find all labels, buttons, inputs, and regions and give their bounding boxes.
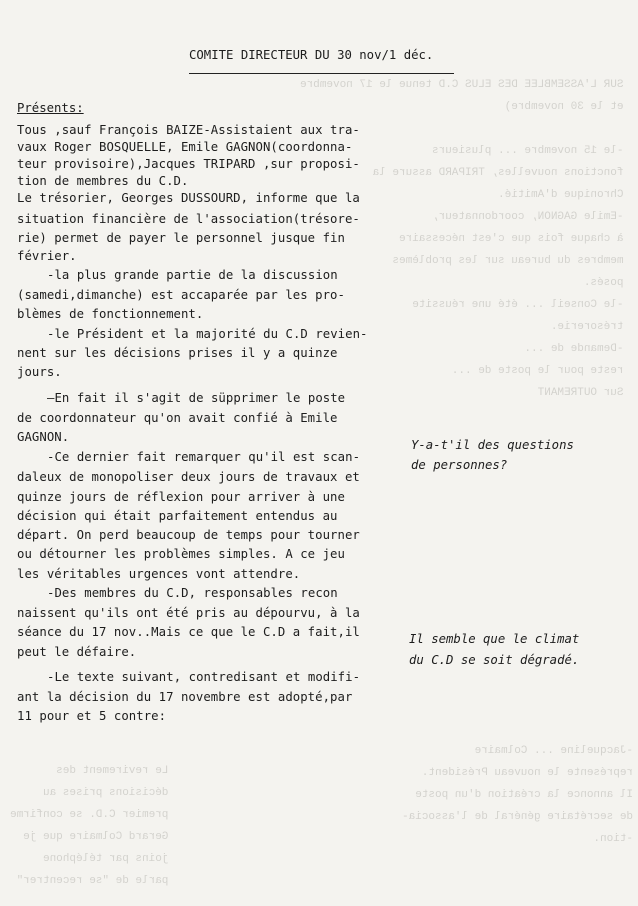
- body-line: rie) permet de payer le personnel jusque fin: [17, 231, 345, 245]
- bleed-through-top: SUR L'ASSEMBLEE DES ELUS C.D tenue le 17 novembre et le 30 novembre) -le 15 novembre ... plusieurs fonctions nouvelles, TRIPARD assure la Chronique d'Amitié. -Emile GAGNON, coordonnateur, à chaque fois que c'est nécessaire membres du bureau sur les problèmes posés. -le Conseil ... été une réussite trésorerie. -Demande de ... reste pour le poste de ... Sur OUTREMANT: [300, 79, 624, 399]
- body-line: nent sur les décisions prises il y a quinze: [17, 346, 338, 360]
- bleed-through-right: -Jacqueline ... Colmaire représente le nouveau Président. Il annonce la création d'un poste de secrétaire général de l'associa- -tion.: [402, 745, 634, 845]
- margin-note: du C.D se soit dégradé.: [409, 653, 580, 667]
- body-line: -Des membres du C.D, responsables recon: [47, 586, 338, 600]
- body-line: quinze jours de réflexion pour arriver à une: [17, 490, 345, 504]
- margin-note: de personnes?: [411, 458, 508, 472]
- body-line: situation financière de l'association(trésore-: [17, 212, 360, 226]
- body-line: les véritables urgences vont attendre.: [17, 567, 301, 581]
- body-line: blèmes de fonctionnement.: [17, 307, 204, 321]
- presents-line: vaux Roger BOSQUELLE, Emile GAGNON(coordonna-: [17, 140, 353, 154]
- body-line: -Le texte suivant, contredisant et modifi-: [47, 670, 361, 684]
- margin-note: Il semble que le climat: [409, 632, 580, 646]
- body-line: daleux de monopoliser deux jours de travaux et: [17, 470, 360, 484]
- bleed-through-bottom: Le revirement des décisions prises au premier C.D. se confirme Gerard Colmaire que je joins par téléphone parle de "se recentrer": [10, 765, 169, 887]
- presents-line: tion de membres du C.D.: [17, 174, 189, 188]
- page-title: COMITE DIRECTEUR DU 30 nov/1 déc.: [189, 48, 434, 62]
- body-line: 11 pour et 5 contre:: [17, 709, 167, 723]
- body-line: décision qui était parfaitement entendus au: [17, 509, 338, 523]
- presents-heading: Présents:: [17, 101, 84, 115]
- body-line: ant la décision du 17 novembre est adopté,par: [17, 690, 353, 704]
- body-line: février.: [17, 249, 77, 263]
- body-line: peut le défaire.: [17, 645, 137, 659]
- body-line: —En fait il s'agit de süpprimer le poste: [47, 391, 346, 405]
- body-line: -Ce dernier fait remarquer qu'il est scan-: [47, 450, 361, 464]
- body-line: jours.: [17, 365, 62, 379]
- title-underline: [189, 73, 454, 74]
- margin-note: Y-a-t'il des questions: [411, 438, 574, 452]
- body-line: séance du 17 nov..Mais ce que le C.D a fait,il: [17, 625, 360, 639]
- body-line: (samedi,dimanche) est accaparée par les pro-: [17, 288, 345, 302]
- body-line: Le trésorier, Georges DUSSOURD, informe que la: [17, 191, 360, 205]
- body-line: -la plus grande partie de la discussion: [47, 268, 338, 282]
- body-line: départ. On perd beaucoup de temps pour tourner: [17, 528, 360, 542]
- presents-line: teur provisoire),Jacques TRIPARD ,sur proposi-: [17, 157, 360, 171]
- body-line: de coordonnateur qu'on avait confié à Emile: [17, 411, 338, 425]
- body-line: naissent qu'ils ont été pris au dépourvu, à la: [17, 606, 360, 620]
- body-line: -le Président et la majorité du C.D revien-: [47, 327, 368, 341]
- body-line: ou détourner les problèmes simples. A ce jeu: [17, 547, 345, 561]
- presents-line: Tous ,sauf François BAIZE-Assistaient aux tra-: [17, 123, 360, 137]
- body-line: GAGNON.: [17, 430, 70, 444]
